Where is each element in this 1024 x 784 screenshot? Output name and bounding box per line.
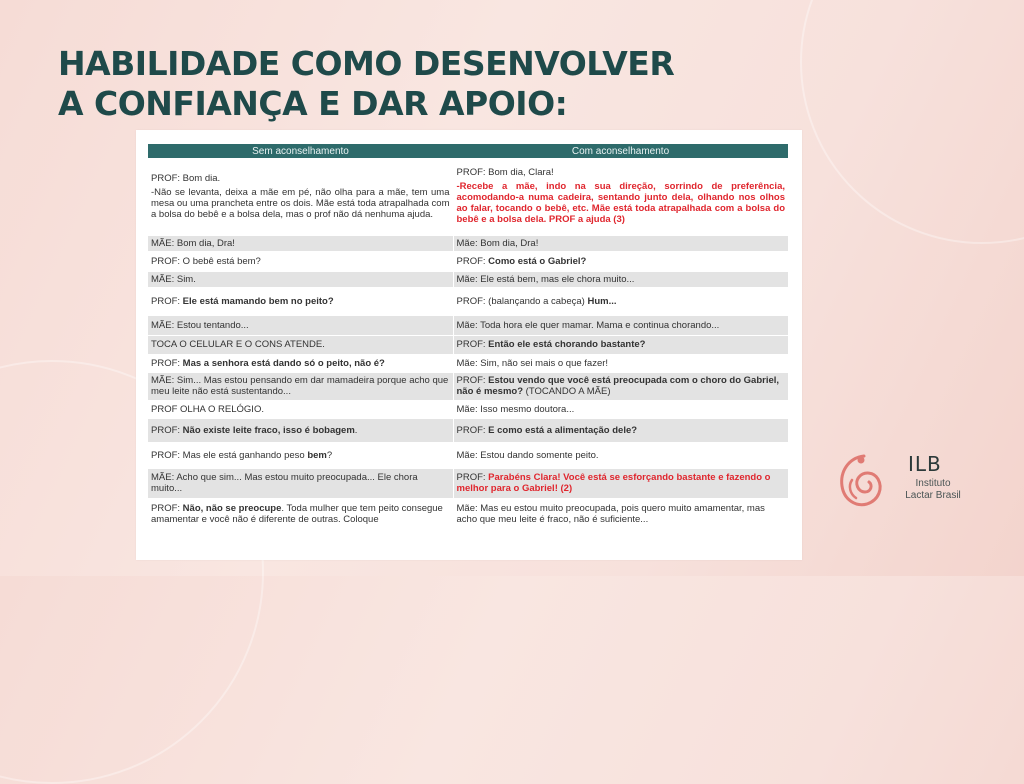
cell-text-bold: Então ele está chorando bastante?: [488, 339, 646, 350]
cell-text-bold: Estou vendo que você está preocupada com o choro do Gabriel, não é mesmo?: [456, 375, 780, 397]
cell-left: PROF OLHA O RELÓGIO.: [148, 400, 453, 418]
cell-text: PROF: (balançando a cabeça): [456, 295, 588, 307]
cell-left: MÃE: Sim... Mas estou pensando em dar mamadeira porque acho que meu leite não está sustentando...: [148, 372, 453, 400]
cell-right: [453, 251, 788, 271]
cell-text-bold: Mas a senhora está dando só o peito, não é?: [182, 357, 385, 369]
cell-left: MÃE: Bom dia, Dra!: [148, 235, 453, 251]
cell-text: PROF:: [456, 339, 489, 350]
cell-text: PROF:: [151, 357, 183, 369]
cell-text-bold: bem: [307, 449, 327, 461]
cell-left: PROF: O bebê está bem?: [148, 251, 453, 271]
slide-title-line-1: HABILIDADE COMO DESENVOLVER: [58, 44, 675, 83]
cell-text-bold: Como está o Gabriel?: [488, 255, 587, 267]
cell-right: [453, 335, 788, 354]
cell-text: PROF:: [456, 472, 489, 483]
cell-text-bold: E como está a alimentação dele?: [488, 424, 638, 436]
table-row: [148, 354, 788, 372]
table-row: [148, 335, 788, 354]
cell-text: PROF:: [456, 375, 489, 386]
cell-text: .: [354, 424, 358, 436]
dialogue-comparison-table: [148, 144, 788, 531]
cell-right: Mãe: Isso mesmo doutora...: [453, 400, 788, 418]
cell-right: [453, 372, 788, 400]
logo-abbreviation: ILB: [908, 452, 942, 476]
table-row: [148, 468, 788, 498]
table-row: [148, 251, 788, 271]
slide-title: [58, 44, 674, 124]
cell-left: MÃE: Acho que sim... Mas estou muito preocupada... Ele chora muito...: [148, 468, 453, 498]
cell-right: Mãe: Toda hora ele quer mamar. Mama e continua chorando...: [453, 315, 788, 335]
cell-left: [148, 287, 453, 315]
cell-right: Mãe: Sim, não sei mais o que fazer!: [453, 354, 788, 372]
cell-text: PROF:: [151, 503, 183, 514]
table-row: [148, 315, 788, 335]
cell-text-bold: Ele está mamando bem no peito?: [182, 295, 334, 307]
cell-text: PROF:: [151, 295, 183, 307]
cell-text: PROF:: [456, 255, 489, 267]
cell-text-bold: Hum...: [587, 295, 617, 307]
cell-left: MÃE: Estou tentando...: [148, 315, 453, 335]
cell-text-bold: Não, não se preocupe: [182, 503, 282, 514]
cell-text-bold: Não existe leite fraco, isso é bobagem: [182, 424, 355, 436]
header-sem-aconselhamento: Sem aconselhamento: [148, 144, 453, 158]
cell-text: PROF:: [151, 424, 183, 436]
cell-right: [453, 158, 788, 235]
cell-text: PROF: Bom dia, Clara!: [456, 167, 554, 179]
cell-right: Mãe: Mas eu estou muito preocupada, pois quero muito amamentar, mas acho que meu leite é fraco, não é suficiente...: [453, 498, 788, 530]
table-row: [148, 400, 788, 418]
cell-text: ?: [326, 449, 333, 461]
cell-left: TOCA O CELULAR E O CONS ATENDE.: [148, 335, 453, 354]
table-row: [148, 271, 788, 287]
cell-right: Mãe: Ele está bem, mas ele chora muito...: [453, 271, 788, 287]
cell-text: . Toda mulher que tem peito consegue amamentar e você não é diferente de outras. Coloque: [151, 503, 443, 525]
cell-right: Mãe: Bom dia, Dra!: [453, 235, 788, 251]
cell-left: [148, 158, 453, 235]
cell-text: PROF:: [456, 424, 489, 436]
cell-left: [148, 498, 453, 530]
logo-name-line-1: Instituto: [915, 478, 951, 489]
cell-right: [453, 418, 788, 442]
table-row: [148, 442, 788, 468]
cell-text-highlight: Parabéns Clara! Você está se esforçando bastante e fazendo o melhor para o Gabriel! (2): [456, 472, 771, 494]
cell-right: Mãe: Estou dando somente peito.: [453, 442, 788, 468]
table-row: [148, 498, 788, 530]
background-swirl: [800, 0, 1024, 244]
table-row: [148, 235, 788, 251]
table-row: [148, 372, 788, 400]
cell-right: [453, 468, 788, 498]
table-row: [148, 418, 788, 442]
cell-right: [453, 287, 788, 315]
logo-name-line-2: Lactar Brasil: [905, 490, 961, 501]
dialogue-comparison-document: [136, 130, 802, 560]
ilb-logo: [834, 452, 974, 512]
table-row: [148, 287, 788, 315]
table-row: [148, 158, 788, 235]
cell-left: [148, 442, 453, 468]
cell-left: [148, 354, 453, 372]
table-header-row: [148, 144, 788, 158]
cell-text: (TOCANDO A MÃE): [523, 386, 611, 397]
cell-text: PROF: Bom dia.: [151, 172, 221, 184]
slide-title-line-2: A CONFIANÇA E DAR APOIO:: [58, 84, 568, 123]
cell-left: MÃE: Sim.: [148, 271, 453, 287]
logo-name: [894, 478, 972, 502]
cell-text: -Não se levanta, deixa a mãe em pé, não olha para a mãe, tem uma mesa ou uma prancheta entre os dois. Mãe está toda atrapalhada com a bolsa do bebê e a bolsa dela, mas o prof não dá nenhuma ajuda.: [151, 186, 450, 220]
cell-text: PROF: Mas ele está ganhando peso: [151, 449, 308, 461]
cell-text-highlight: -Recebe a mãe, indo na sua direção, sorrindo de preferência, acomodando-a numa cadeira, sentando junto dela, olhando nos olhos ao falar, tocando o bebê, etc. Mãe está toda atrapalhada com a bolsa do bebê e a bolsa dela. PROF a ajuda (3): [456, 181, 785, 226]
breastfeeding-mother-baby-icon: [834, 452, 888, 510]
header-com-aconselhamento: Com aconselhamento: [453, 144, 788, 158]
cell-left: [148, 418, 453, 442]
